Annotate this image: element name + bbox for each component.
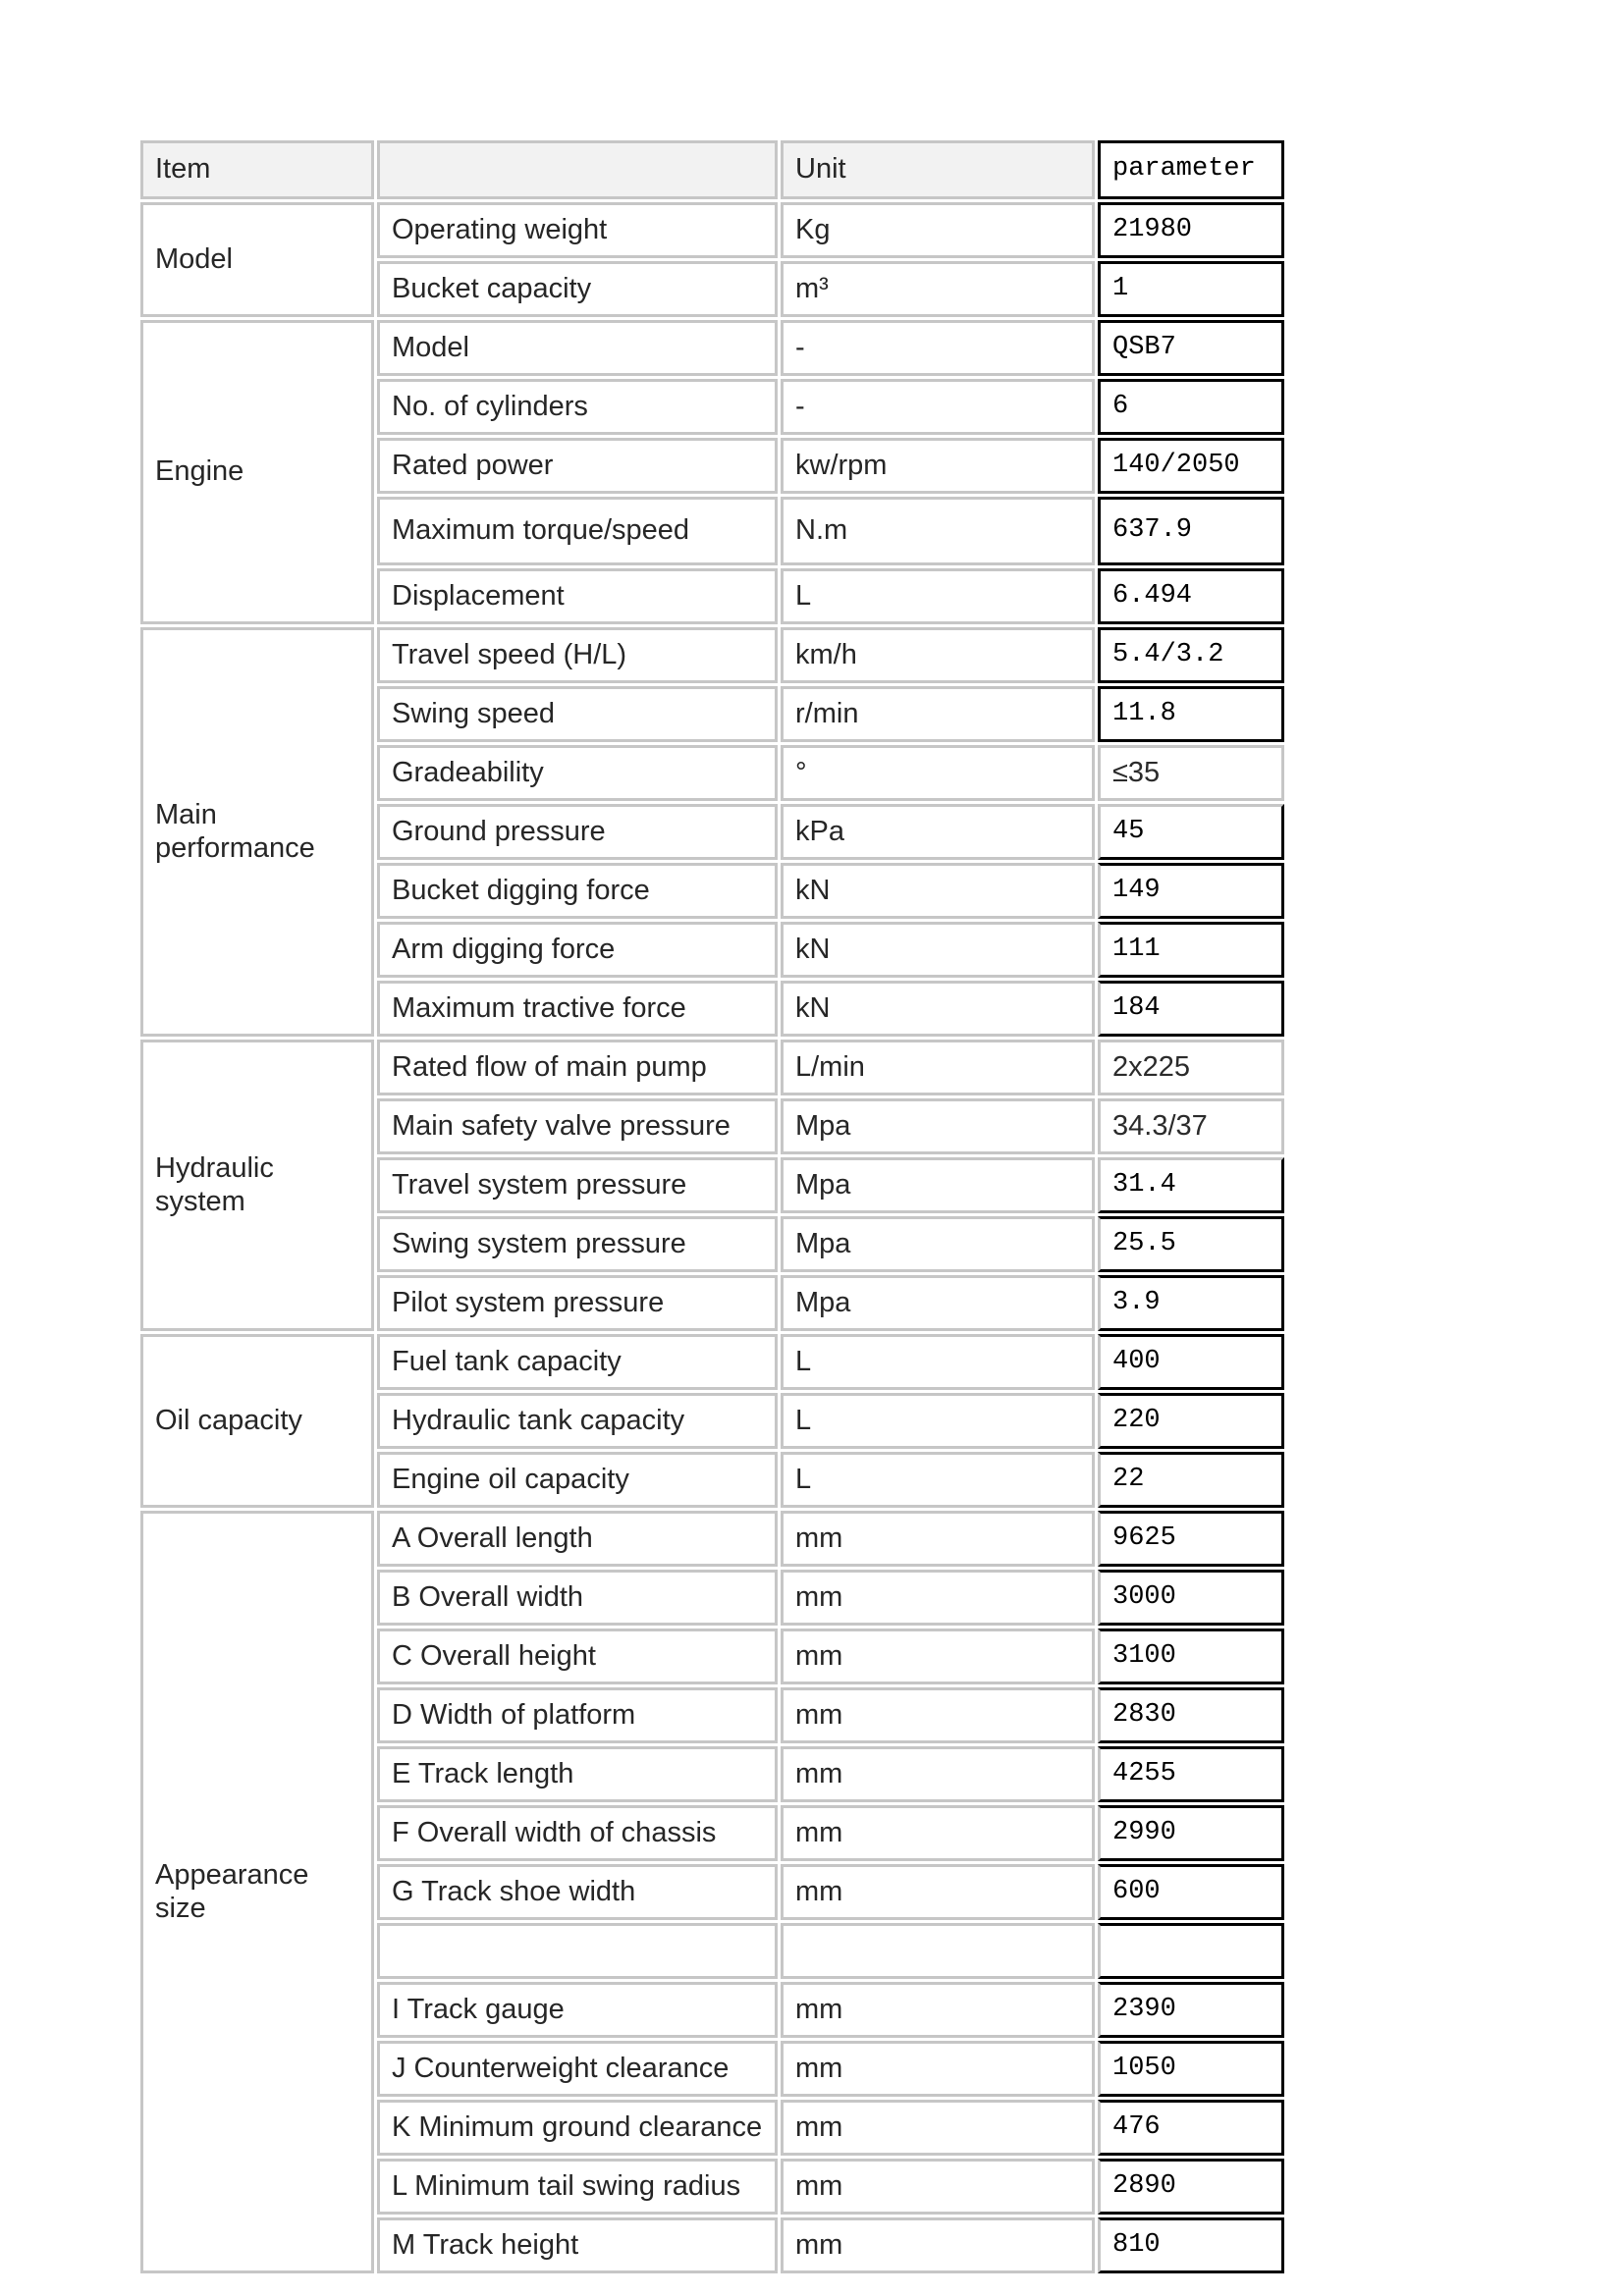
spec-name-cell — [377, 1923, 778, 1979]
parameter-value-cell: 2890 — [1098, 2159, 1284, 2215]
spec-name-cell: A Overall length — [377, 1511, 778, 1567]
spec-name-cell: Swing system pressure — [377, 1216, 778, 1272]
table-row — [140, 1511, 1284, 1567]
parameter-value-cell: 2x225 — [1098, 1040, 1284, 1095]
spec-name-cell: Maximum tractive force — [377, 981, 778, 1037]
parameter-value-cell: 4255 — [1098, 1746, 1284, 1802]
unit-cell: L — [781, 1393, 1095, 1449]
parameter-value-cell: 1050 — [1098, 2041, 1284, 2097]
unit-cell: L — [781, 568, 1095, 624]
parameter-value-cell: 111 — [1098, 922, 1284, 978]
unit-cell: mm — [781, 2041, 1095, 2097]
unit-cell: mm — [781, 1570, 1095, 1626]
spec-table — [137, 137, 1287, 2276]
group-label-model: Model — [140, 202, 374, 317]
group-label-main-performance: Main performance — [140, 627, 374, 1037]
parameter-value-cell: 3100 — [1098, 1629, 1284, 1684]
table-row — [140, 1334, 1284, 1390]
spec-name-cell: Main safety valve pressure — [377, 1098, 778, 1154]
spec-name-cell: I Track gauge — [377, 1982, 778, 2038]
spec-name-cell: J Counterweight clearance — [377, 2041, 778, 2097]
unit-cell: mm — [781, 1864, 1095, 1920]
spec-name-cell: Rated power — [377, 438, 778, 494]
spec-name-cell: Arm digging force — [377, 922, 778, 978]
spec-name-cell: No. of cylinders — [377, 379, 778, 435]
unit-cell: N.m — [781, 497, 1095, 565]
unit-cell: Mpa — [781, 1098, 1095, 1154]
spec-name-cell: K Minimum ground clearance — [377, 2100, 778, 2156]
unit-cell: kN — [781, 981, 1095, 1037]
unit-cell: m³ — [781, 261, 1095, 317]
parameter-value-cell: 21980 — [1098, 202, 1284, 258]
spec-name-cell: E Track length — [377, 1746, 778, 1802]
parameter-value-cell: 6 — [1098, 379, 1284, 435]
parameter-value-cell: 9625 — [1098, 1511, 1284, 1567]
header-subitem — [377, 140, 778, 199]
parameter-value-cell: 22 — [1098, 1452, 1284, 1508]
unit-cell: r/min — [781, 686, 1095, 742]
unit-cell: L — [781, 1452, 1095, 1508]
parameter-value-cell: QSB7 — [1098, 320, 1284, 376]
group-label-oil-capacity: Oil capacity — [140, 1334, 374, 1508]
parameter-value-cell: 637.9 — [1098, 497, 1284, 565]
group-label-engine: Engine — [140, 320, 374, 624]
spec-name-cell: Rated flow of main pump — [377, 1040, 778, 1095]
unit-cell: - — [781, 320, 1095, 376]
spec-name-cell: Fuel tank capacity — [377, 1334, 778, 1390]
spec-name-cell: Model — [377, 320, 778, 376]
spec-name-cell: D Width of platform — [377, 1687, 778, 1743]
unit-cell: mm — [781, 1629, 1095, 1684]
unit-cell: L — [781, 1334, 1095, 1390]
spec-name-cell: Hydraulic tank capacity — [377, 1393, 778, 1449]
parameter-value-cell: 184 — [1098, 981, 1284, 1037]
spec-name-cell: Engine oil capacity — [377, 1452, 778, 1508]
parameter-value-cell: 400 — [1098, 1334, 1284, 1390]
header-row — [140, 140, 1284, 199]
parameter-value-cell: 34.3/37 — [1098, 1098, 1284, 1154]
unit-cell: - — [781, 379, 1095, 435]
parameter-value-cell: 600 — [1098, 1864, 1284, 1920]
spec-name-cell: Maximum torque/speed — [377, 497, 778, 565]
group-label-hydraulic-system: Hydraulic system — [140, 1040, 374, 1331]
unit-cell: mm — [781, 1746, 1095, 1802]
spec-name-cell: Swing speed — [377, 686, 778, 742]
unit-cell: mm — [781, 1687, 1095, 1743]
parameter-value-cell — [1098, 1923, 1284, 1979]
spec-name-cell: Displacement — [377, 568, 778, 624]
parameter-value-cell: 2830 — [1098, 1687, 1284, 1743]
spec-name-cell: Operating weight — [377, 202, 778, 258]
spec-table-body — [140, 202, 1284, 2273]
parameter-value-cell: 220 — [1098, 1393, 1284, 1449]
header-unit: Unit — [781, 140, 1095, 199]
parameter-value-cell: 476 — [1098, 2100, 1284, 2156]
unit-cell: mm — [781, 1805, 1095, 1861]
unit-cell: Kg — [781, 202, 1095, 258]
parameter-value-cell: 11.8 — [1098, 686, 1284, 742]
unit-cell: Mpa — [781, 1275, 1095, 1331]
parameter-value-cell: 149 — [1098, 863, 1284, 919]
table-row — [140, 202, 1284, 258]
parameter-value-cell: 31.4 — [1098, 1157, 1284, 1213]
unit-cell: mm — [781, 2217, 1095, 2273]
spec-name-cell: Bucket digging force — [377, 863, 778, 919]
spec-name-cell: G Track shoe width — [377, 1864, 778, 1920]
parameter-value-cell: 25.5 — [1098, 1216, 1284, 1272]
spec-name-cell: L Minimum tail swing radius — [377, 2159, 778, 2215]
parameter-value-cell: 2390 — [1098, 1982, 1284, 2038]
spec-name-cell: F Overall width of chassis — [377, 1805, 778, 1861]
parameter-value-cell: ≤35 — [1098, 745, 1284, 801]
parameter-value-cell: 810 — [1098, 2217, 1284, 2273]
unit-cell: kw/rpm — [781, 438, 1095, 494]
unit-cell: L/min — [781, 1040, 1095, 1095]
spec-name-cell: Travel speed (H/L) — [377, 627, 778, 683]
unit-cell: mm — [781, 1511, 1095, 1567]
parameter-value-cell: 140/2050 — [1098, 438, 1284, 494]
spec-name-cell: Pilot system pressure — [377, 1275, 778, 1331]
unit-cell — [781, 1923, 1095, 1979]
spec-name-cell: B Overall width — [377, 1570, 778, 1626]
parameter-value-cell: 2990 — [1098, 1805, 1284, 1861]
unit-cell: Mpa — [781, 1157, 1095, 1213]
group-label-appearance-size: Appearance size — [140, 1511, 374, 2273]
spec-name-cell: Ground pressure — [377, 804, 778, 860]
unit-cell: kPa — [781, 804, 1095, 860]
parameter-value-cell: 1 — [1098, 261, 1284, 317]
table-row — [140, 1040, 1284, 1095]
parameter-value-cell: 3000 — [1098, 1570, 1284, 1626]
unit-cell: km/h — [781, 627, 1095, 683]
unit-cell: Mpa — [781, 1216, 1095, 1272]
header-parameter: parameter — [1098, 140, 1284, 199]
spec-name-cell: M Track height — [377, 2217, 778, 2273]
spec-sheet — [137, 137, 1287, 2276]
unit-cell: kN — [781, 922, 1095, 978]
unit-cell: kN — [781, 863, 1095, 919]
parameter-value-cell: 3.9 — [1098, 1275, 1284, 1331]
parameter-value-cell: 5.4/3.2 — [1098, 627, 1284, 683]
parameter-value-cell: 6.494 — [1098, 568, 1284, 624]
spec-name-cell: Gradeability — [377, 745, 778, 801]
parameter-value-cell: 45 — [1098, 804, 1284, 860]
table-row — [140, 320, 1284, 376]
unit-cell: mm — [781, 2159, 1095, 2215]
unit-cell: mm — [781, 2100, 1095, 2156]
unit-cell: mm — [781, 1982, 1095, 2038]
table-row — [140, 627, 1284, 683]
unit-cell: ° — [781, 745, 1095, 801]
spec-name-cell: Travel system pressure — [377, 1157, 778, 1213]
spec-name-cell: C Overall height — [377, 1629, 778, 1684]
spec-name-cell: Bucket capacity — [377, 261, 778, 317]
header-item: Item — [140, 140, 374, 199]
